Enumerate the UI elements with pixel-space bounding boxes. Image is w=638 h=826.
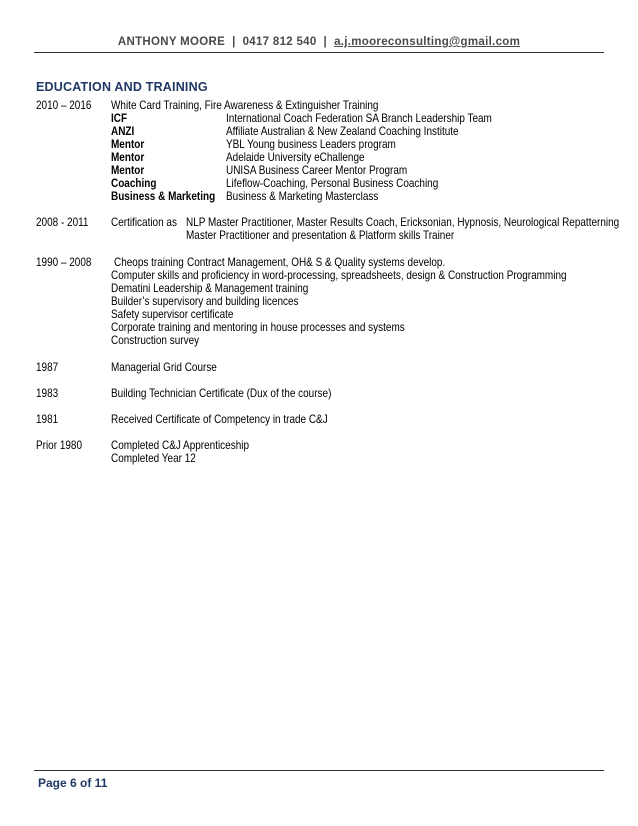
entry-line: Received Certificate of Competency in trade C&J — [111, 413, 328, 426]
entry-year: 1987 — [36, 361, 59, 374]
entry-item-desc: UNISA Business Career Mentor Program — [226, 164, 408, 177]
entry-line: NLP Master Practitioner, Master Results Coach, Ericksonian, Hypnosis, Neurological Repatterning — [186, 216, 620, 229]
entry-line: Construction survey — [111, 334, 200, 347]
entry-item-desc: Adelaide University eChallenge — [226, 151, 365, 164]
entry-year: 2008 - 2011 — [36, 216, 89, 229]
header-phone: 0417 812 540 — [242, 36, 317, 48]
entry-line: Completed Year 12 — [111, 452, 196, 465]
footer-divider — [34, 770, 604, 771]
entry-item-label: Mentor — [111, 151, 145, 164]
entry-item-label: Mentor — [111, 138, 145, 151]
page-number: Page 6 of 11 — [38, 776, 108, 790]
entry-item-desc: Business & Marketing Masterclass — [226, 190, 379, 203]
entry-line: Computer skills and proficiency in word-processing, spreadsheets, design & Construction Programming — [111, 269, 567, 282]
entry-line: Master Practitioner and presentation & Platform skills Trainer — [186, 229, 455, 242]
entry-item-label: Coaching — [111, 177, 157, 190]
header-separator: | — [232, 36, 236, 48]
entry-line: Builder’s supervisory and building licences — [111, 295, 299, 308]
entry-item-label: Mentor — [111, 164, 145, 177]
entry-line: Dematini Leadership & Management training — [111, 282, 309, 295]
entry-item-desc: YBL Young business Leaders program — [226, 138, 396, 151]
header-email-link[interactable]: a.j.mooreconsulting@gmail.com — [334, 36, 521, 48]
entry-line: Completed C&J Apprenticeship — [111, 439, 250, 452]
entry-year: 2010 – 2016 — [36, 99, 92, 112]
header-separator: | — [323, 36, 328, 48]
entry-line: Managerial Grid Course — [111, 361, 217, 374]
section-title: EDUCATION AND TRAINING — [36, 80, 208, 94]
entry-item-label: Business & Marketing — [111, 190, 216, 203]
entry-line: Contract Management, OH& S & Quality systems develop. — [187, 256, 446, 269]
header-divider — [34, 52, 604, 53]
entry-year: Prior 1980 — [36, 439, 83, 452]
entry-line: Safety supervisor certificate — [111, 308, 234, 321]
entry-item-label: ICF — [111, 112, 128, 125]
entry-year: 1990 – 2008 — [36, 256, 92, 269]
entry-item-desc: Affiliate Australian & New Zealand Coaching Institute — [226, 125, 459, 138]
entry-line: Building Technician Certificate (Dux of the course) — [111, 387, 332, 400]
entry-line: Corporate training and mentoring in house processes and systems — [111, 321, 405, 334]
entry-year: 1983 — [36, 387, 59, 400]
entry-year: 1981 — [36, 413, 59, 426]
page-header — [34, 36, 604, 48]
entry-line: White Card Training, Fire Awareness & Extinguisher Training — [111, 99, 379, 112]
entry-item-desc: Lifeflow-Coaching, Personal Business Coaching — [226, 177, 439, 190]
entry-item-label: ANZI — [111, 125, 135, 138]
header-name: ANTHONY MOORE — [117, 36, 226, 48]
entry-label: Certification as — [111, 216, 177, 229]
entry-label: Cheops training — [114, 256, 184, 269]
entry-item-desc: International Coach Federation SA Branch Leadership Team — [226, 112, 492, 125]
